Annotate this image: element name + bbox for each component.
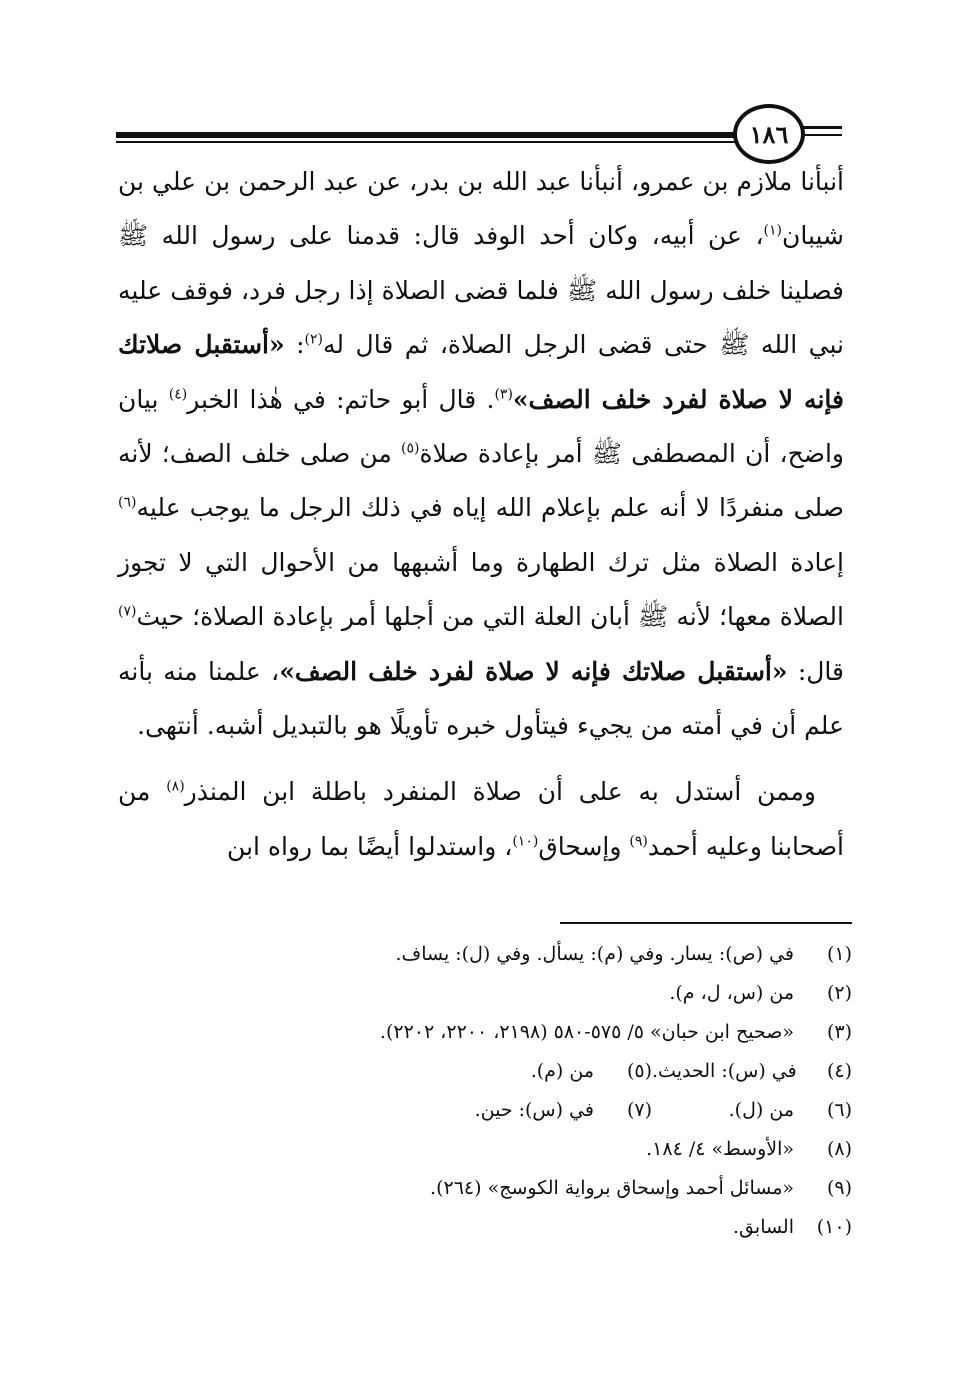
footnote-8: [300, 1130, 852, 1169]
text-segment: من صلى خلف الصف؛ لأنه صلى منفردًا لا أنه علم بإعلام الله إياه في ذلك الرجل ما يوجب عليه: [118, 439, 844, 523]
text-segment: ، علمنا منه بأنه علم أن في أمته من يجيء فيتأول خبره تأويلًا هو بالتبديل أشبه. أنتهى.: [118, 656, 844, 741]
footnote-7: [475, 1091, 652, 1130]
footnote-text: «صحيح ابن حبان» ٥/ ٥٧٥-٥٨٠ (٢١٩٨، ٢٢٠٠، ٢٢٠٢).: [379, 1021, 794, 1043]
footnote-number: (١٠): [816, 1216, 852, 1238]
footnote-ref-5[interactable]: (٥): [401, 440, 420, 457]
header-rule-thin: [116, 141, 739, 143]
footnote-ref-9[interactable]: (٩): [629, 833, 648, 850]
footnote-row-4-5: [300, 1052, 852, 1091]
footnote-2: [300, 974, 852, 1013]
hadith-quote-bold: «أستقبل صلاتك فإنه لا صلاة لفرد خلف الصف»: [279, 656, 788, 686]
text-segment: بيان واضح، أن المصطفى ﷺ أمر بإعادة صلاة: [118, 384, 845, 469]
header-rule-right-lower: [800, 134, 842, 136]
footnote-6: [652, 1091, 852, 1130]
footnote-3: [300, 1013, 852, 1052]
text-segment: ، واستدلوا أيضًا بما رواه ابن: [227, 831, 513, 861]
hadith-quote-bold: «أستقبل صلاتك فإنه لا صلاة لفرد خلف الصف»: [118, 330, 844, 414]
footnote-number: (٢): [826, 982, 852, 1004]
footnote-1: [300, 935, 852, 974]
paragraph-2: [118, 765, 844, 874]
footnote-text: في (ص): يسار. وفي (م): يسأل. وفي (ل): يساف.: [395, 943, 794, 965]
footnote-ref-7[interactable]: (٧): [118, 603, 137, 620]
footnote-number: (٦): [826, 1099, 852, 1121]
text-segment: وممن أستدل به على أن صلاة المنفرد باطلة ابن المنذر: [184, 777, 817, 807]
footnote-text: السابق.: [733, 1216, 794, 1238]
footnote-5: [531, 1052, 652, 1091]
footnotes-list: [300, 935, 852, 1247]
footnote-9: [300, 1169, 852, 1208]
footnote-ref-2[interactable]: (٢): [304, 331, 324, 348]
text-segment: قال:: [787, 656, 844, 686]
footnote-separator: [560, 922, 852, 924]
main-text: [118, 155, 844, 874]
footnote-text: في (س): حين.: [474, 1099, 594, 1121]
text-segment: إعادة الصلاة مثل ترك الطهارة وما أشبهها من الأحوال التي لا تجوز الصلاة معها؛ لأنه ﷺ أبان العلة التي من أجلها أمر بإعادة الصلاة؛ حيث: [118, 547, 844, 632]
footnote-number: (٤): [826, 1060, 852, 1082]
footnote-ref-8[interactable]: (٨): [166, 779, 185, 796]
text-segment: وإسحاق: [538, 831, 630, 861]
paragraph-1: [118, 155, 844, 753]
footnote-ref-4[interactable]: (٤): [168, 386, 188, 403]
footnote-text: «مسائل أحمد وإسحاق برواية الكوسج» (٢٦٤).: [430, 1177, 794, 1199]
text-segment: :: [284, 330, 305, 360]
footnote-10: [300, 1208, 852, 1247]
header-rule-right-upper: [800, 126, 842, 129]
footnote-number: (٧): [626, 1099, 652, 1121]
footnote-number: (٥): [626, 1060, 652, 1082]
footnote-number: (٩): [826, 1177, 852, 1199]
text-segment: أنبأنا ملازم بن عمرو، أنبأنا عبد الله بن بدر، عن عبد الرحمن بن علي بن شيبان: [118, 167, 844, 251]
footnote-text: «الأوسط» ٤/ ١٨٤.: [646, 1138, 794, 1160]
footnote-text: من (س، ل، م).: [669, 982, 794, 1004]
footnote-4: [652, 1052, 852, 1091]
footnote-ref-6[interactable]: (٦): [118, 495, 137, 512]
text-segment: ، عن أبيه، وكان أحد الوفد قال: قدمنا على رسول الله ﷺ فصلينا خلف رسول الله ﷺ فلما قضى الصلاة إذا رجل فرد، فوقف عليه نبي الله ﷺ حتى قضى الرجل الصلاة، ثم قال له: [118, 221, 845, 360]
footnote-text: من (م).: [530, 1060, 594, 1082]
footnote-ref-10[interactable]: (١٠): [512, 833, 539, 850]
page-number: ١٨٦: [733, 104, 805, 164]
header-rule-thick: [116, 132, 739, 138]
text-segment: من أصحابنا وعليه أحمد: [118, 777, 844, 861]
footnote-number: (٣): [826, 1021, 852, 1043]
text-segment: . قال أبو حاتم: في هٰذا الخبر: [187, 384, 495, 414]
footnote-number: (٨): [826, 1138, 852, 1160]
footnote-row-6-7: [300, 1091, 852, 1130]
footnote-ref-1[interactable]: (١): [763, 223, 782, 240]
footnote-text: من (ل).: [728, 1099, 794, 1121]
footnote-number: (١): [826, 943, 852, 965]
footnote-text: في (س): الحديث.: [652, 1060, 797, 1082]
footnote-ref-3[interactable]: (٣): [494, 386, 513, 403]
